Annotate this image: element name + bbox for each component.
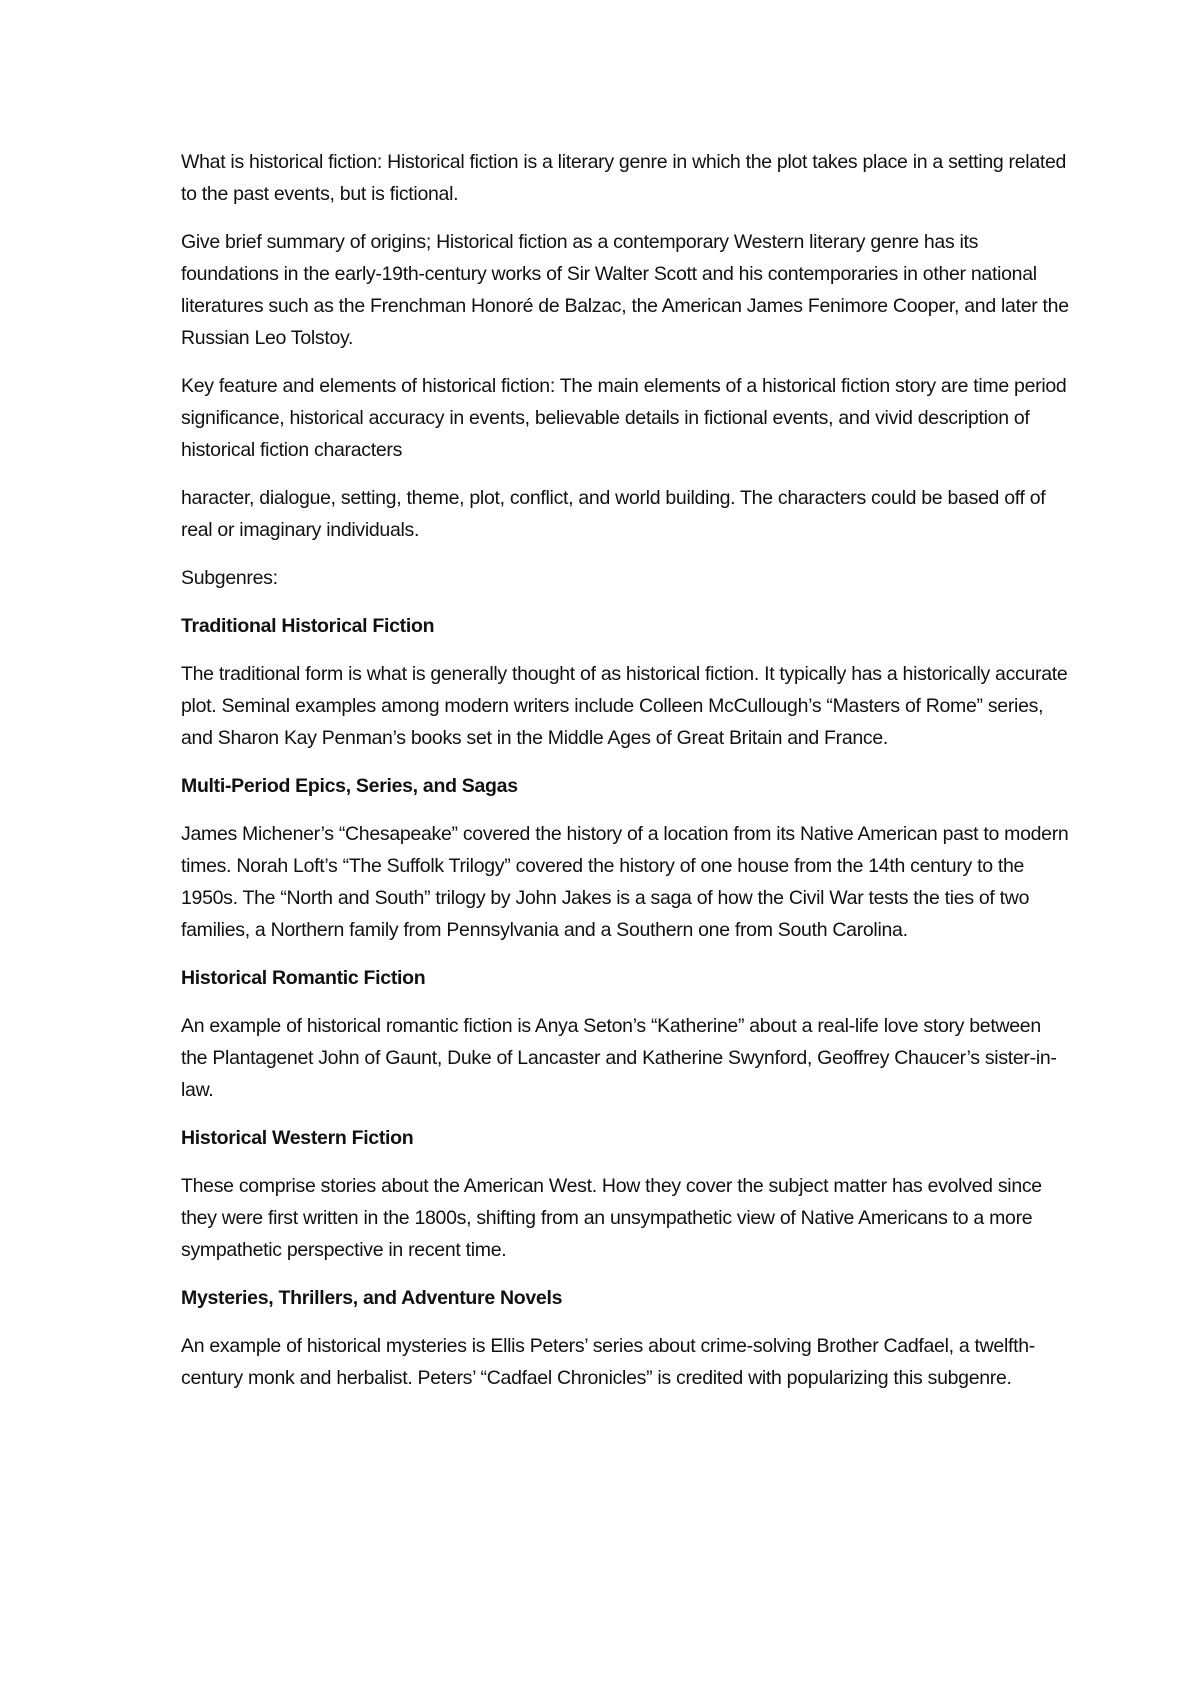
heading-romantic: Historical Romantic Fiction [181, 967, 426, 989]
heading-western: Historical Western Fiction [181, 1127, 414, 1149]
heading-traditional: Traditional Historical Fiction [181, 615, 435, 637]
paragraph-elements: haracter, dialogue, setting, theme, plot, conflict, and world building. The characters could be based off of real or imaginary individuals. [181, 487, 1046, 541]
paragraph-definition: What is historical fiction: Historical fiction is a literary genre in which the plot takes place in a setting related to the past events, but is fictional. [181, 151, 1067, 205]
paragraph-traditional: The traditional form is what is generally thought of as historical fiction. It typically has a historically accurate plot. Seminal examples among modern writers include Colleen McCullough’s “Masters of Rome” series, and Sharon Kay Penman’s books set in the Middle Ages of Great Britain and France. [181, 663, 1068, 749]
paragraph-key-features: Key feature and elements of historical fiction: The main elements of a historical fiction story are time period significance, historical accuracy in events, believable details in fictional events, and vivid description of historical fiction characters [181, 375, 1067, 461]
paragraph-romantic: An example of historical romantic fiction is Anya Seton’s “Katherine” about a real-life love story between the Plantagenet John of Gaunt, Duke of Lancaster and Katherine Swynford, Geoffrey Chaucer’s sister-in-law. [181, 1015, 1057, 1101]
paragraph-mysteries: An example of historical mysteries is Ellis Peters’ series about crime-solving Brother Cadfael, a twelfth-century monk and herbalist. Peters’ “Cadfael Chronicles” is credited with popularizing this subgenre. [181, 1335, 1035, 1389]
heading-mysteries: Mysteries, Thrillers, and Adventure Novels [181, 1287, 563, 1309]
paragraph-western: These comprise stories about the American West. How they cover the subject matter has evolved since they were first written in the 1800s, shifting from an unsympathetic view of Native Americans to a more sympathetic perspective in recent time. [181, 1175, 1042, 1261]
document-body [181, 146, 1071, 1410]
paragraph-subgenres-label: Subgenres: [181, 567, 278, 589]
paragraph-multi-period: James Michener’s “Chesapeake” covered the history of a location from its Native American past to modern times. Norah Loft’s “The Suffolk Trilogy” covered the history of one house from the 14th century to the 1950s. The “North and South” trilogy by John Jakes is a saga of how the Civil War tests the ties of two families, a Northern family from Pennsylvania and a Southern one from South Carolina. [181, 823, 1069, 941]
paragraph-origins: Give brief summary of origins; Historical fiction as a contemporary Western literary genre has its foundations in the early-19th-century works of Sir Walter Scott and his contemporaries in other national literatures such as the Frenchman Honoré de Balzac, the American James Fenimore Cooper, and later the Russian Leo Tolstoy. [181, 231, 1069, 349]
heading-multi-period: Multi-Period Epics, Series, and Sagas [181, 775, 518, 797]
